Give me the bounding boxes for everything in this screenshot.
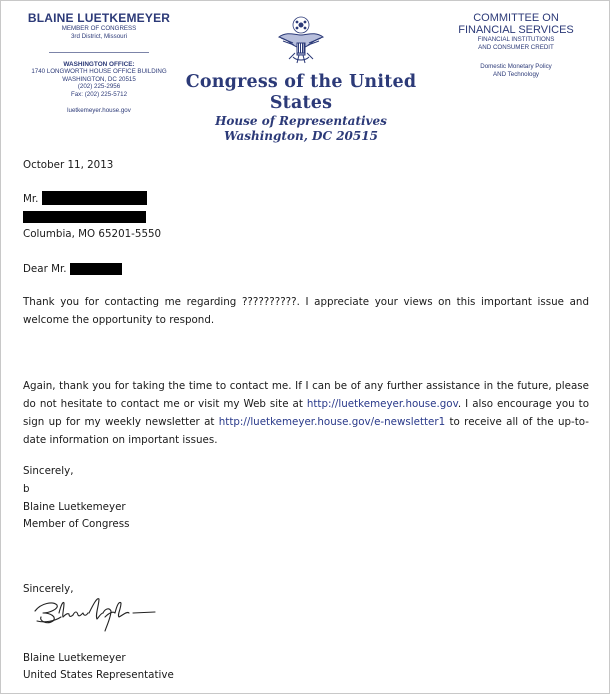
committee-line-1: COMMITTEE ON — [473, 12, 559, 24]
member-title: MEMBER OF CONGRESS — [61, 25, 137, 32]
member-district: 3rd District, Missouri — [70, 32, 128, 40]
house-city: Washington, DC 20515 — [224, 129, 378, 143]
closing-1-name: Blaine Luetkemeyer — [23, 501, 126, 513]
paragraph-2-text-c: to receive all of the up-to-date information on important issues. — [23, 416, 589, 446]
letter-date: October 11, 2013 — [23, 159, 114, 171]
letterhead-center — [181, 72, 421, 144]
website-link[interactable]: http://luetkemeyer.house.gov — [306, 398, 458, 410]
office-phone: (202) 225-2956 — [77, 83, 121, 91]
house-title: House of Representatives — [215, 114, 387, 128]
closing-1-initial: b — [23, 483, 30, 495]
handwritten-signature — [31, 591, 161, 633]
closing-2: Sincerely, — [23, 583, 74, 595]
recipient-city: Columbia, MO 65201-5550 — [23, 228, 162, 240]
member-name: BLAINE LUETKEMEYER — [27, 11, 171, 25]
redacted-recipient-name — [42, 191, 147, 205]
letterhead-right — [451, 12, 581, 78]
recipient-prefix: Mr. — [23, 193, 39, 205]
subcommittee-line-4: AND Technology — [493, 70, 539, 78]
closing-1-title: Member of Congress — [23, 518, 130, 530]
redacted-salutation-name — [70, 263, 122, 275]
closing-1: Sincerely, — [23, 465, 74, 477]
newsletter-link[interactable]: http://luetkemeyer.house.gov/e-newsletter1 — [218, 416, 446, 428]
letterhead-divider — [49, 52, 149, 53]
great-seal-eagle-icon — [273, 13, 329, 69]
subcommittee-line-2: AND CONSUMER CREDIT — [478, 43, 554, 51]
subcommittee-line-1: FINANCIAL INSTITUTIONS — [477, 36, 555, 43]
paragraph-1: Thank you for contacting me regarding ??????????. I appreciate your views on this important issue and welcome the opportunity to respond. — [23, 296, 589, 326]
salutation: Dear Mr. — [23, 263, 67, 275]
office-website: luetkemeyer.house.gov — [67, 106, 131, 114]
paragraph-2 — [23, 377, 589, 449]
committee-line-2: FINANCIAL SERVICES — [458, 24, 574, 36]
office-label: WASHINGTON OFFICE: — [63, 61, 135, 69]
subcommittee-line-3: Domestic Monetary Policy — [480, 63, 552, 71]
congress-title: Congress of the United States — [185, 72, 417, 113]
office-address-1: 1740 LONGWORTH HOUSE OFFICE BUILDING — [31, 68, 167, 76]
office-address-2: WASHINGTON, DC 20515 — [62, 75, 136, 83]
closing-2-title: United States Representative — [23, 669, 174, 681]
paragraph-2-text-b: . I also encourage you to sign up for my weekly newsletter at — [23, 398, 590, 428]
letterhead-left — [23, 11, 175, 114]
closing-2-name: Blaine Luetkemeyer — [23, 652, 126, 664]
redacted-recipient-street — [23, 211, 146, 223]
office-fax: Fax: (202) 225-5712 — [70, 90, 128, 98]
paragraph-2-text-a: Again, thank you for taking the time to contact me. If I can be of any further assistance in the future, please do not hesitate to contact me or visit my Web site at — [23, 380, 589, 410]
